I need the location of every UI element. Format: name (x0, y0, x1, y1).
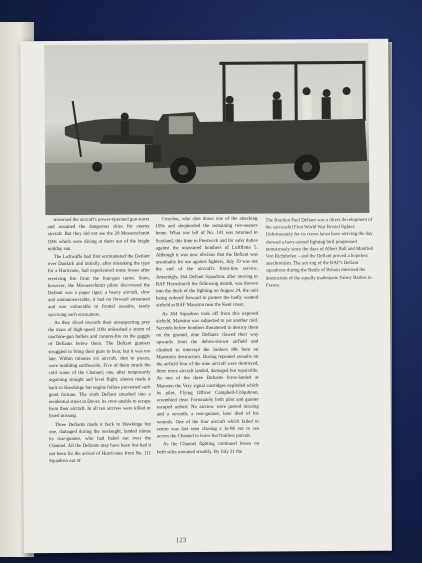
text-column-1 (47, 216, 151, 466)
paragraph: Three Defiants made it back to Hawkinge but one, damaged during the onslaught, landed minus its rear-gunner, who had baled out over the Channel. All the Defiants may have been lost had it not been for the arrival of Hurricanes from No. 111 Squadron out of (48, 422, 152, 464)
photo-ground-shadow (45, 183, 369, 215)
paragraph: Croydon, who shot down one of the attacking 109s and shepherded the remaining two-seaters home. What was left of No. 141 was returned to Scotland, this time to Prestwick and for safer duties against the unassured bombers of Luftflotte 5. Although it was now obvious that the Defiant was unsuitable for use against fighters, July 19 was not the end of the aircraft's front-line service. Amazingly, 264 Defiant Squadron, after moving to RAF Hornchurch the following month, was thrown into the thick of the fighting on August 24, the unit being ordered forward to protect the badly wanted airfield at RAF Manston near the Kent coast. (155, 216, 259, 309)
paragraph: As the Channel fighting continued losses on both sides mounted steadily. By July 21 the (157, 441, 260, 455)
text-column-2 (155, 216, 259, 457)
paragraph: The Luftwaffe had first encountered the Defiant over Dunkirk and initially, after mistaking the type for a Hurricane, had experienced some losses after receiving fire from the four-gun turret. Soon, however, the Messerschmitt pilots discovered the Defiant was a paper tiger; a heavy aircraft, slow and unmanoeuvrable, it had no forward armament and was vulnerable to frontal assaults, rarely surviving such encounters. (47, 254, 151, 318)
book-page (20, 39, 392, 554)
photo-scene (44, 43, 369, 215)
paragraph: traversed the aircraft's power-operated gun-turret and assumed the dangerous skies for enemy aircraft. But they did not see the 20 Messerschmitt 109s which were diving at them out of the bright midday sun. (47, 217, 150, 252)
photo-caption: The Boulton Paul Defiant was a direct development of the successful First World War Bristol fighter. Unfortunately for its crews lacan have arriving the day showed a havy-armed fighting bird progressed monstrously since the days of Albert Ball and Manfred Von Richthofen – and the Defiant proved a hopeless anachronism. The ace-ing of the RAF's Defiant squadrons during the Battle of Britain mirrored the destruction of the equally inadequate Fairey Battles in France. (265, 217, 374, 289)
paragraph: As 264 Squadron took off from this exposed airfield, Manston was subjected to yet another raid. Seconds before bombers threatened to destroy them on the ground, nine Defiants clawed their way upwards from the debris-strewn airfield and climbed to intercept the Junkers 88s bent on Manston's destruction. During repeated assaults on the airfield four of the nine aircraft were destroyed, three more aircraft landed, damaged but repairable. As one of the three Defiants force-landed at Manston the Very signal cartridges exploded which its pilot, Flying Officer Campbell-Colquhoun, scrambled clear. Fortunately both pilot and gunner escaped unhurt. No aircrew were posted missing and a seventh, a rear-gunner, later died of his wounds. One of the four aircraft which failed to return was last seen chasing a Ju-88 out to sea across the Channel to leave but fruitless pursuit. (156, 311, 259, 440)
paragraph: As they dived towards their unsuspecting prey the mass of high-speed 109s unleashed a storm of machine-gun bullets and cannon-fire on the gaggle of Defiants below them. The Defiant gunners struggled to bring their guns to bear, but it was too late. Within minutes six aircraft, shot to pieces, were tumbling earthwards. Five of them struck the cold water of the Channel; one, after temporarily regaining straight and level flight, almost made it back to Hawkinge but engine failure prevented such good fortune. The sixth Defiant smashed into a residential street in Dover, its crew unable to escape from their aircraft. In all ten aircrew were killed or listed missing. (48, 320, 151, 420)
photograph (44, 43, 369, 215)
page-number: 123 (175, 536, 187, 545)
